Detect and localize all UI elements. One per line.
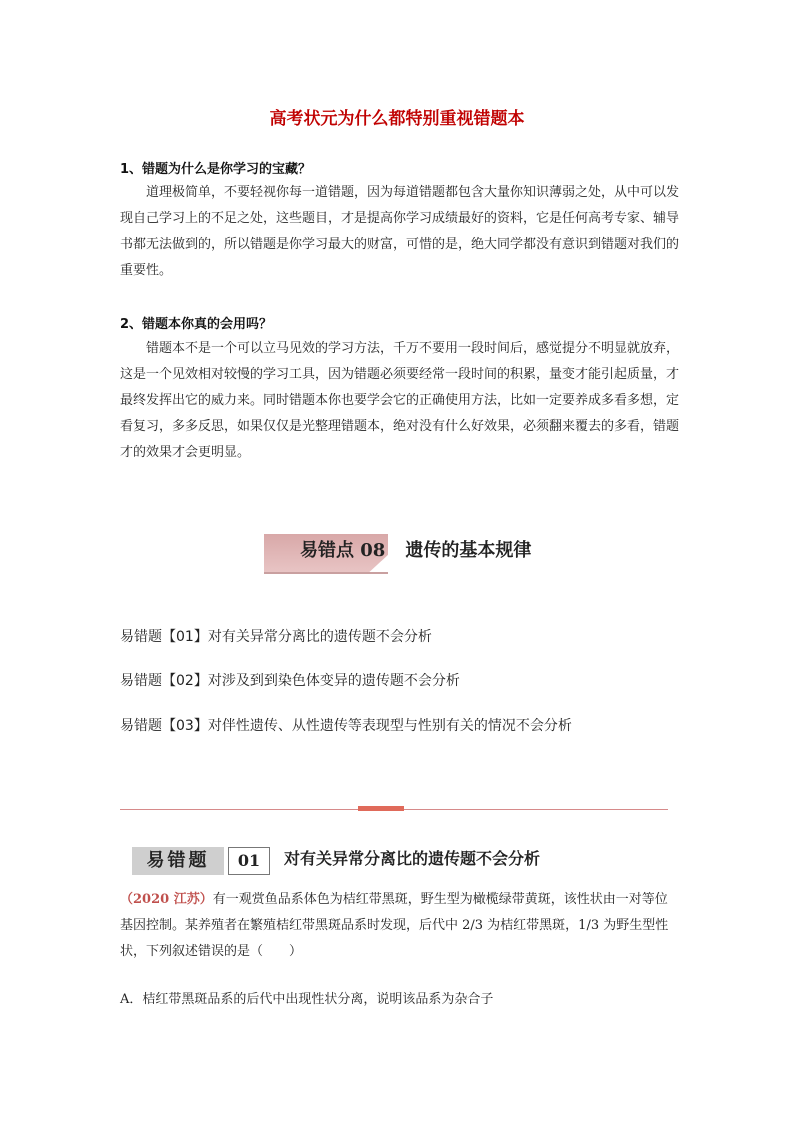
section1-paragraph: 道理极简单，不要轻视你每一道错题，因为每道错题都包含大量你知识薄弱之处，从中可以发现自己学习上的不足之处，这些题目，才是提高你学习成绩最好的资料，它是任何高考专家、辅导书都无法做到的，所以错题是你学习最大的财富，可惜的是，绝大同学都没有意识到错题对我们的重要性。 [120, 185, 680, 278]
section1-heading: 1、错题为什么是你学习的宝藏？ [120, 162, 312, 177]
divider-accent [358, 806, 404, 811]
banner-code: 易错点 08 [300, 540, 386, 561]
list-item: 易错题【02】对涉及到到染色体变异的遗传题不会分析 [120, 673, 460, 689]
question-source: （2020 江苏） [120, 892, 213, 907]
list-item: 易错题【01】对有关异常分离比的遗传题不会分析 [120, 629, 432, 645]
list-item: 易错题【03】对伴性遗传、从性遗传等表现型与性别有关的情况不会分析 [120, 718, 572, 734]
error-point-banner [264, 534, 532, 572]
banner-label: 遗传的基本规律 [405, 540, 532, 561]
section2-paragraph: 错题本不是一个可以立马见效的学习方法，千万不要用一段时间后，感觉提分不明显就放弃，这是一个见效相对较慢的学习工具，因为错题必须要经常一段时间的积累，量变才能引起质量，才最终发挥出它的威力来。同时错题本你也要学会它的正确使用方法，比如一定要养成多看多想，定看复习，多多反思，如果仅仅是光整理错题本，绝对没有什么好效果，必须翻来覆去的多看，错题才的效果才会更明显。 [120, 341, 680, 460]
question-body: 有一观赏鱼品系体色为桔红带黑斑，野生型为橄榄绿带黄斑，该性状由一对等位基因控制。某养殖者在繁殖桔红带黑斑品系时发现，后代中 2/3 为桔红带黑斑，1/3 为野生型性状，下列叙述错误的是（ ） [120, 892, 669, 959]
document-title: 高考状元为什么都特别重视错题本 [269, 109, 525, 129]
banner-text [300, 534, 531, 568]
answer-option-a: A．桔红带黑斑品系的后代中出现性状分离，说明该品系为杂合子 [120, 992, 494, 1007]
banner-shadow [264, 572, 388, 574]
tag-label: 易错题 [132, 847, 224, 875]
tag-title: 对有关异常分离比的遗传题不会分析 [284, 849, 541, 868]
section2-heading: 2、错题本你真的会用吗？ [120, 317, 273, 332]
tag-number: 01 [228, 847, 270, 875]
question-text [120, 887, 680, 965]
error-question-tag [132, 847, 268, 875]
